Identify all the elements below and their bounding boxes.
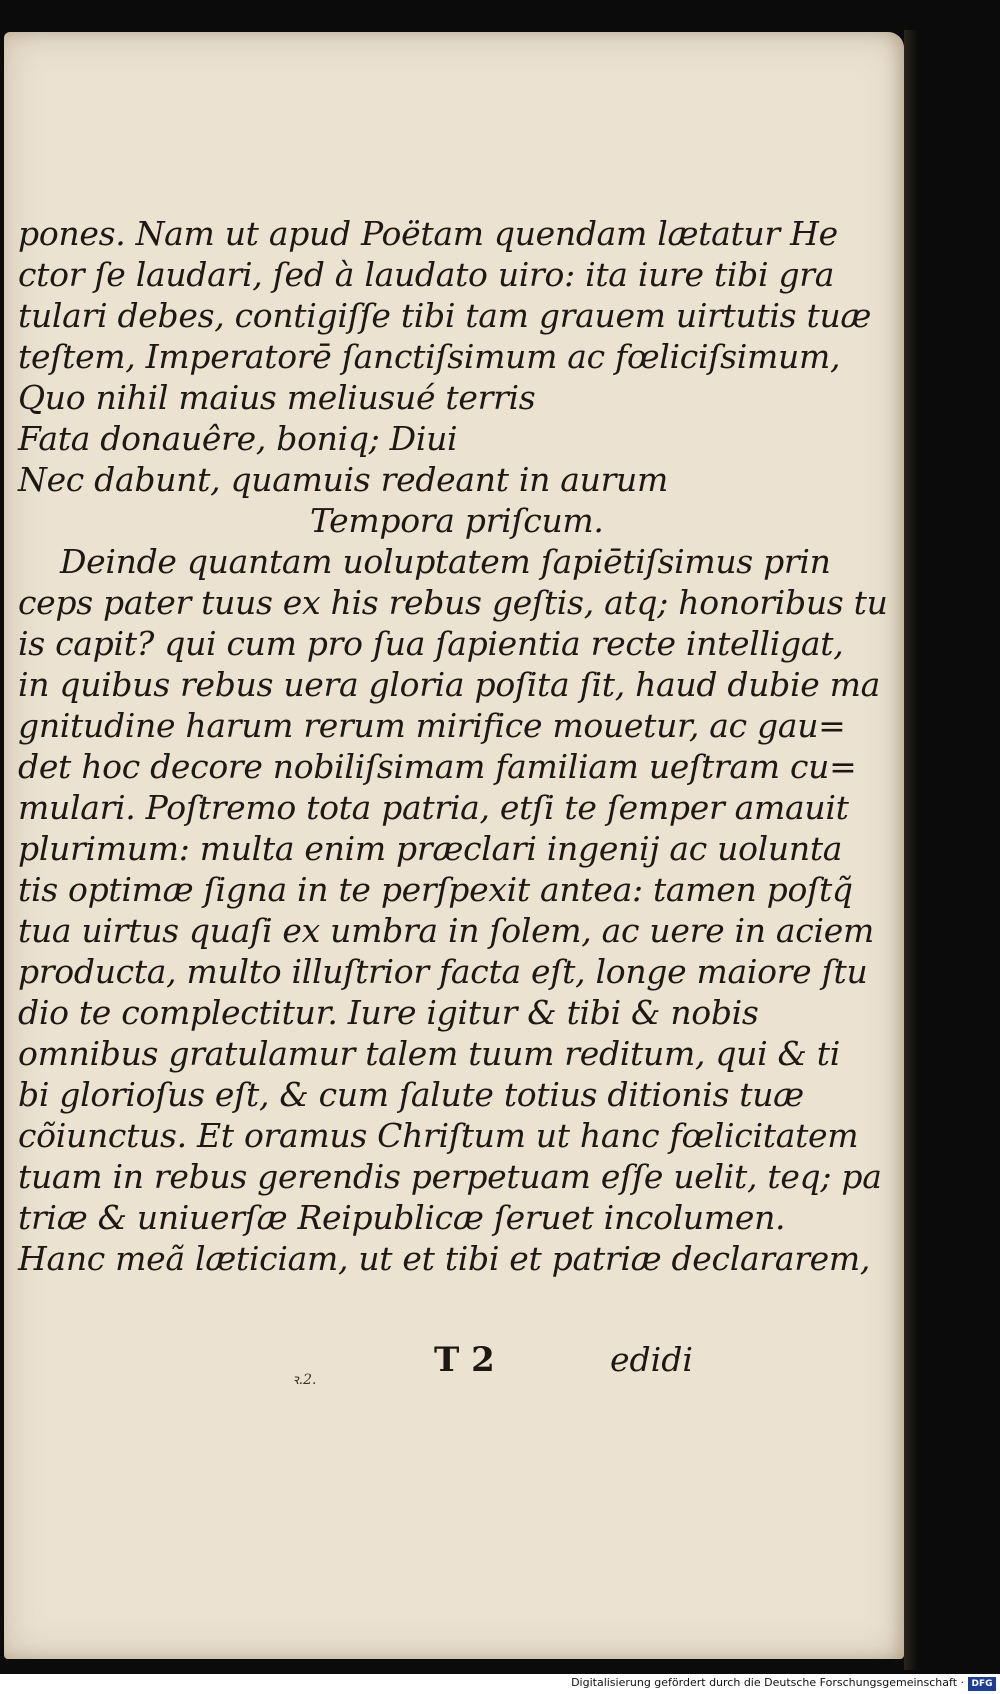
text-line: in quibus rebus uera gloria poſita ſit, haud dubie ma xyxy=(18,665,881,704)
page-mark: ꝛ.2. xyxy=(292,1372,317,1388)
text-line: triæ & uniuerſæ Reipublicæ ſeruet incolumen. xyxy=(18,1198,786,1237)
dfg-logo-icon: DFG xyxy=(968,1677,996,1691)
text-line: producta, multo illuſtrior facta eſt, longe maiore ſtu xyxy=(18,952,868,991)
credit-bar xyxy=(0,1674,1000,1694)
digitization-credit: Digitalisierung gefördert durch die Deutsche Forschungsgemeinschaft · xyxy=(571,1676,964,1689)
text-line: cõiunctus. Et oramus Chriſtum ut hanc fœlicitatem xyxy=(18,1116,859,1155)
text-line: mulari. Poſtremo tota patria, etſi te ſemper amauit xyxy=(18,788,849,827)
book-page xyxy=(4,32,904,1659)
book-fore-edge xyxy=(904,30,918,1670)
verse-line-indented: Tempora priſcum. xyxy=(310,501,604,540)
verse-line: Nec dabunt, quamuis redeant in aurum xyxy=(18,460,669,499)
text-line: tis optimæ ſigna in te perſpexit antea: tamen poſtq̃ xyxy=(18,870,853,909)
text-line: det hoc decore nobiliſsimam familiam ueſtram cu= xyxy=(18,747,857,786)
page-footer xyxy=(4,1332,904,1392)
text-line: bi glorioſus eſt, & cum ſalute totius ditionis tuæ xyxy=(18,1075,804,1114)
paragraph-first-line: Deinde quantam uoluptatem ſapiētiſsimus prin xyxy=(60,542,831,581)
text-line: ceps pater tuus ex his rebus geſtis, atq; honoribus tu xyxy=(18,583,888,622)
text-line: gnitudine harum rerum mirifice mouetur, ac gau= xyxy=(18,706,846,745)
text-line: plurimum: multa enim præclari ingenij ac uolunta xyxy=(18,829,843,868)
text-line: teſtem, Imperatorē ſanctiſsimum ac fœliciſsimum, xyxy=(18,337,841,376)
text-line: tulari debes, contigiſſe tibi tam grauem uirtutis tuæ xyxy=(18,296,872,335)
verse-line: Fata donauêre, boniq; Diui xyxy=(18,419,458,458)
signature-mark: T 2 xyxy=(434,1340,495,1380)
catchword: edidi xyxy=(610,1340,693,1379)
text-line: dio te complectitur. Iure igitur & tibi & nobis xyxy=(18,993,759,1032)
text-line: Hanc meã læticiam, ut et tibi et patriæ declararem, xyxy=(18,1239,871,1278)
text-line: pones. Nam ut apud Poëtam quendam lætatur He xyxy=(18,214,838,253)
verse-line: Quo nihil maius meliusué terris xyxy=(18,378,536,417)
text-line: tua uirtus quaſi ex umbra in ſolem, ac uere in aciem xyxy=(18,911,874,950)
text-line: is capit? qui cum pro ſua ſapientia recte intelligat, xyxy=(18,624,844,663)
text-line: omnibus gratulamur talem tuum reditum, qui & ti xyxy=(18,1034,841,1073)
text-line: tuam in rebus gerendis perpetuam eſſe uelit, teq; pa xyxy=(18,1157,882,1196)
text-line: ctor ſe laudari, ſed à laudato uiro: ita iure tibi gra xyxy=(18,255,835,294)
